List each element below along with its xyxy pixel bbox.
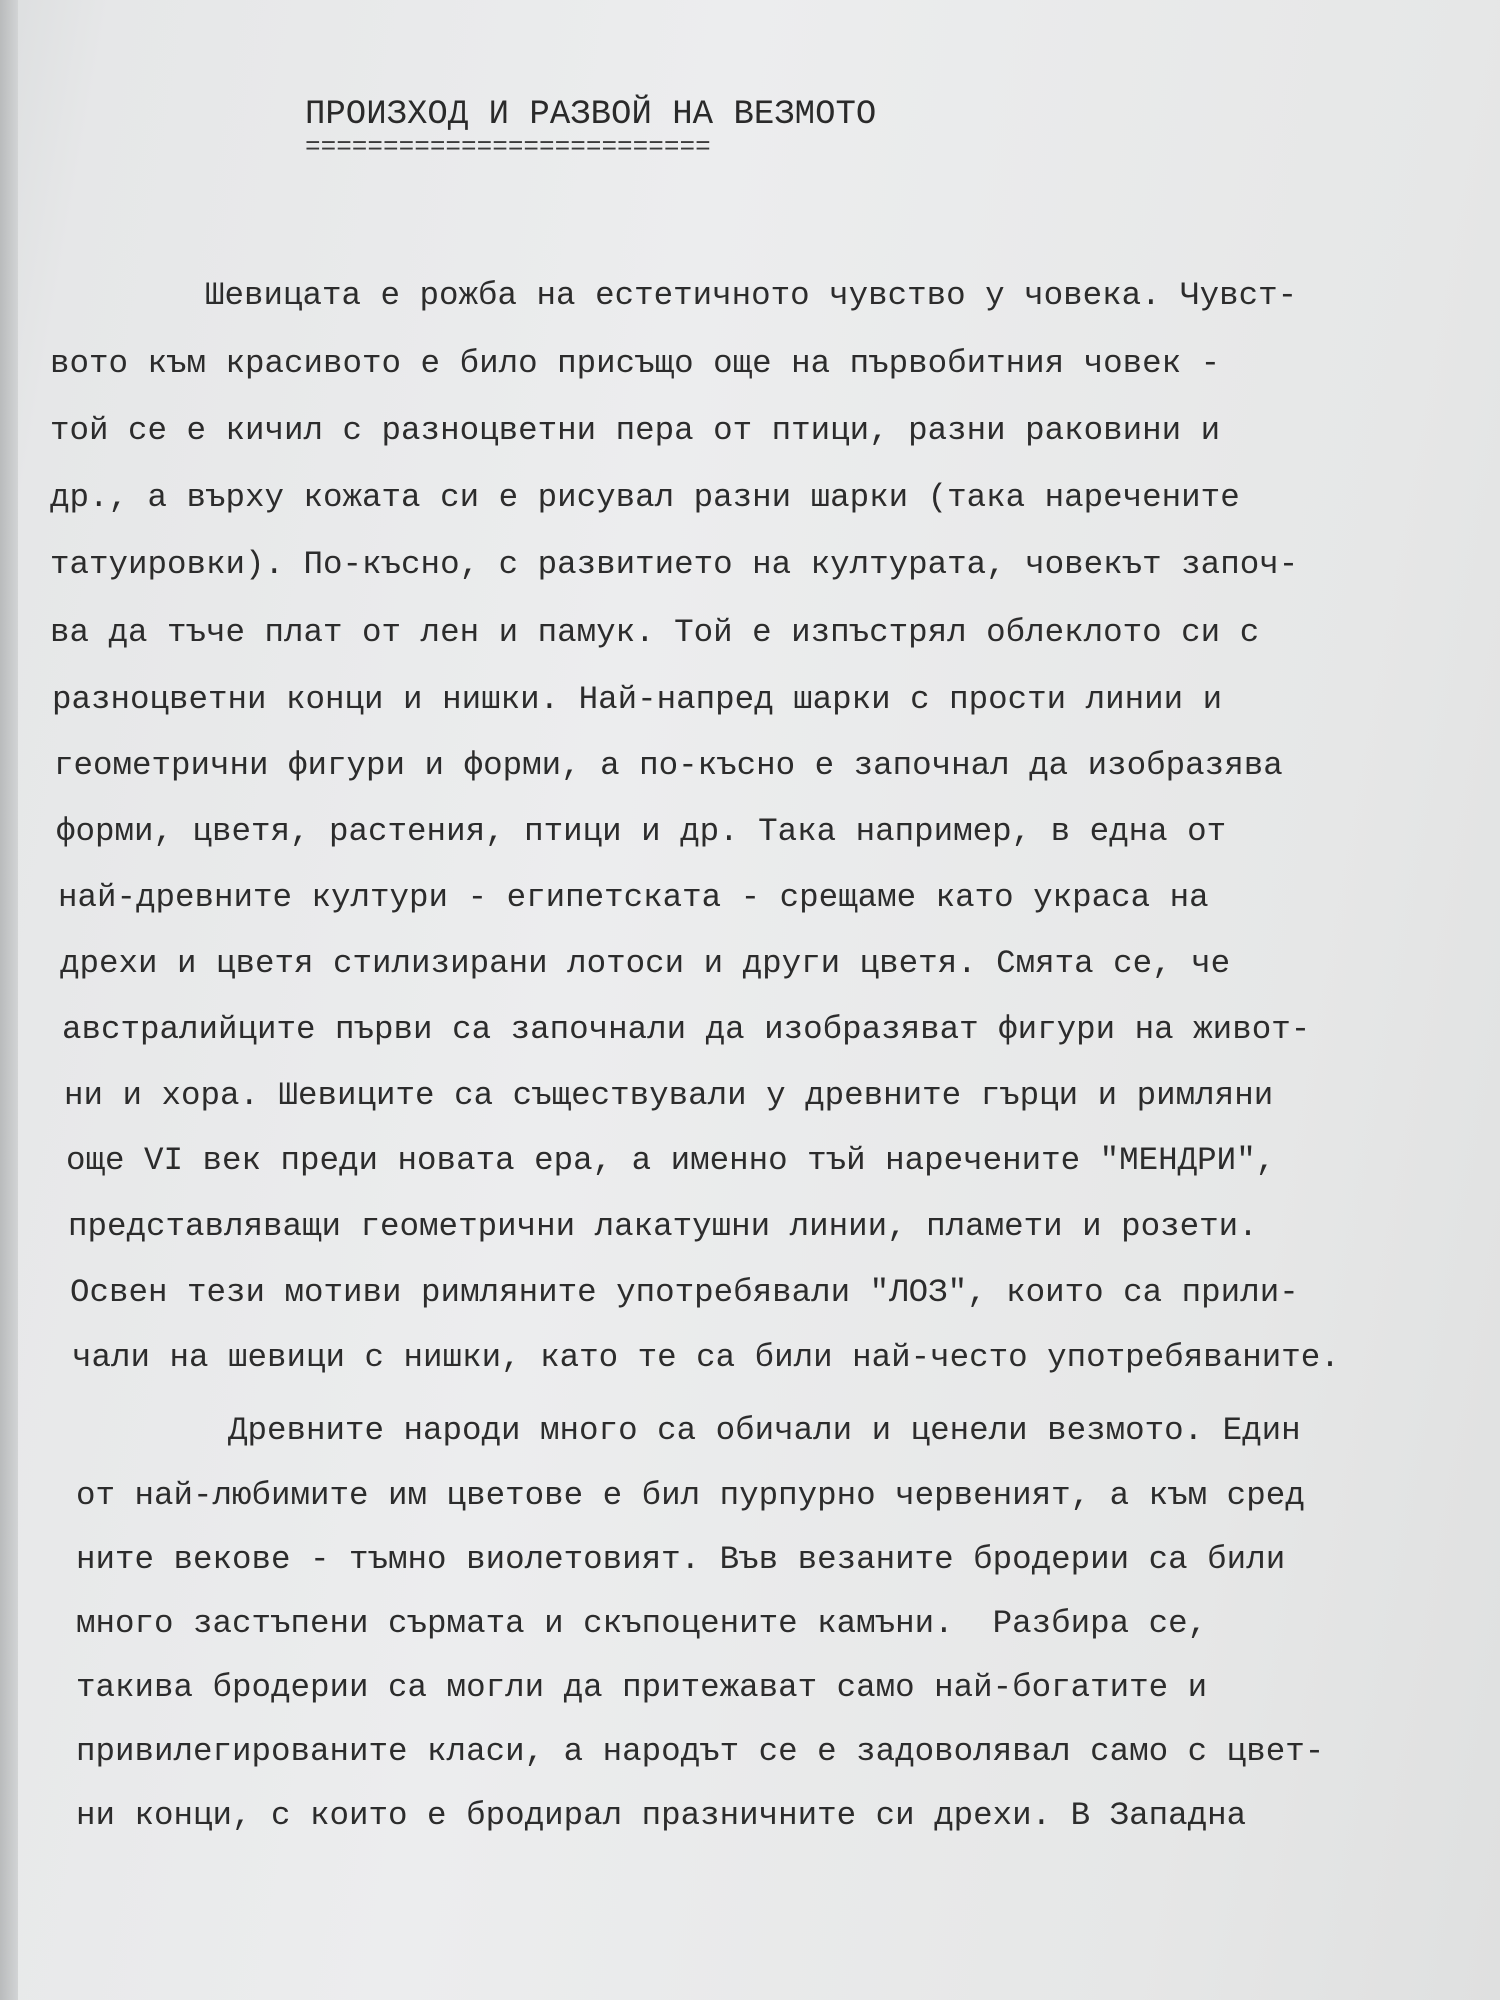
text-line: др., а върху кожата си е рисувал разни шарки (така наречените [50,479,1240,516]
text-line: форми, цветя, растения, птици и др. Така например, в една от [56,813,1227,850]
text-line: привилегированите класи, а народът се е задоволявал само с цвет- [76,1733,1325,1770]
text-line: той се е кичил с разноцветни пера от птици, разни раковини и [50,412,1221,449]
text-line: дрехи и цветя стилизирани лотоси и други цветя. Смята се, че [60,945,1231,982]
text-line: татуировки). По-късно, с развитието на културата, човекът започ- [50,546,1299,583]
title-block [305,96,877,162]
text-line: Освен тези мотиви римляните употребявали "ЛОЗ", които са прили- [70,1274,1299,1311]
page-title: ПРОИЗХОД И РАЗВОЙ НА ВЕЗМОТО [305,96,877,134]
text-line: геометрични фигури и форми, а по-късно е започнал да изобразява [54,747,1283,784]
text-line: много застъпени сърмата и скъпоцените камъни. Разбира се, [76,1605,1208,1642]
page-binding-edge [0,0,18,2000]
text-line: такива бродерии са могли да притежават само най-богатите и [76,1669,1208,1706]
text-line: представляващи геометрични лакатушни линии, пламети и розети. [68,1208,1258,1245]
text-line: австралийците първи са започнали да изобразяват фигури на живот- [62,1011,1311,1048]
text-line: Шевицата е рожба на естетичното чувство у човека. Чувст- [205,277,1298,314]
text-line: ва да тъче плат от лен и памук. Той е изпъстрял облеклото си с [50,614,1260,651]
text-line: чали на шевици с нишки, като те са били най-често употребяваните. [72,1339,1340,1376]
text-line: Древните народи много са обичали и ценели везмото. Един [228,1412,1301,1449]
title-underline: ========================== [305,132,711,162]
text-line: вото към красивото е било присъщо още на първобитния човек - [50,345,1221,382]
text-line: разноцветни конци и нишки. Най-напред шарки с прости линии и [52,681,1223,718]
text-line: ните векове - тъмно виолетовият. Във везаните бродерии са били [76,1541,1286,1578]
text-line: ни конци, с които е бродирал празничните си дрехи. В Западна [76,1797,1247,1834]
text-line: от най-любимите им цветове е бил пурпурно червеният, а към сред [76,1477,1305,1514]
text-line: ни и хора. Шевиците са съществували у древните гърци и римляни [64,1077,1274,1114]
text-line: най-древните култури - египетската - срещаме като украса на [58,879,1209,916]
text-line: още VI век преди новата ера, а именно тъй наречените "МЕНДРИ", [66,1142,1276,1179]
